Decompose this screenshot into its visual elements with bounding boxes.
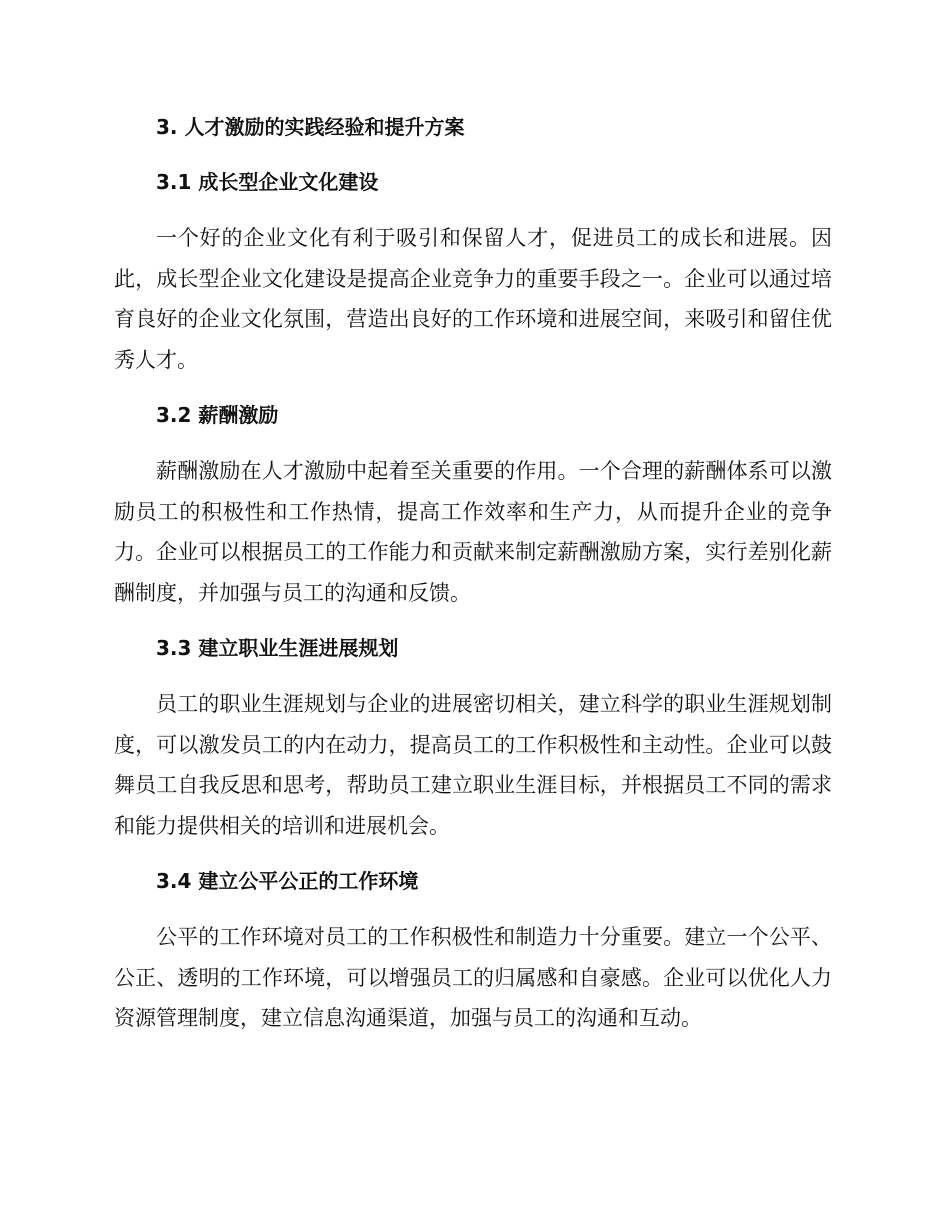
section-heading: 3. 人才激励的实践经验和提升方案 bbox=[156, 115, 465, 139]
paragraph-3-3: 员工的职业生涯规划与企业的进展密切相关，建立科学的职业生涯规划制度，可以激发员工的内在动力，提高员工的工作积极性和主动性。企业可以鼓舞员工自我反思和思考，帮助员工建立职业生涯目标，并根据员工不同的需求和能力提供相关的培训和进展机会。 bbox=[114, 692, 832, 838]
paragraph-3-1: 一个好的企业文化有利于吸引和保留人才，促进员工的成长和进展。因此，成长型企业文化建设是提高企业竞争力的重要手段之一。企业可以通过培育良好的企业文化氛围，营造出良好的工作环境和进展空间，来吸引和留住优秀人才。 bbox=[114, 226, 832, 372]
subsection-title-3-4: 3.4 建立公平公正的工作环境 bbox=[156, 869, 419, 893]
paragraph-3-2: 薪酬激励在人才激励中起着至关重要的作用。一个合理的薪酬体系可以激励员工的积极性和工作热情，提高工作效率和生产力，从而提升企业的竞争力。企业可以根据员工的工作能力和贡献来制定薪酬激励方案，实行差别化薪酬制度，并加强与员工的沟通和反馈。 bbox=[114, 459, 832, 605]
subsection-title-3-3: 3.3 建立职业生涯进展规划 bbox=[156, 636, 399, 660]
subsection-title-3-1: 3.1 成长型企业文化建设 bbox=[156, 170, 379, 194]
document-content bbox=[114, 107, 832, 1039]
paragraph-3-4: 公平的工作环境对员工的工作积极性和制造力十分重要。建立一个公平、公正、透明的工作环境，可以增强员工的归属感和自豪感。企业可以优化人力资源管理制度，建立信息沟通渠道，加强与员工的沟通和互动。 bbox=[114, 925, 832, 1030]
subsection-title-3-2: 3.2 薪酬激励 bbox=[156, 403, 279, 427]
